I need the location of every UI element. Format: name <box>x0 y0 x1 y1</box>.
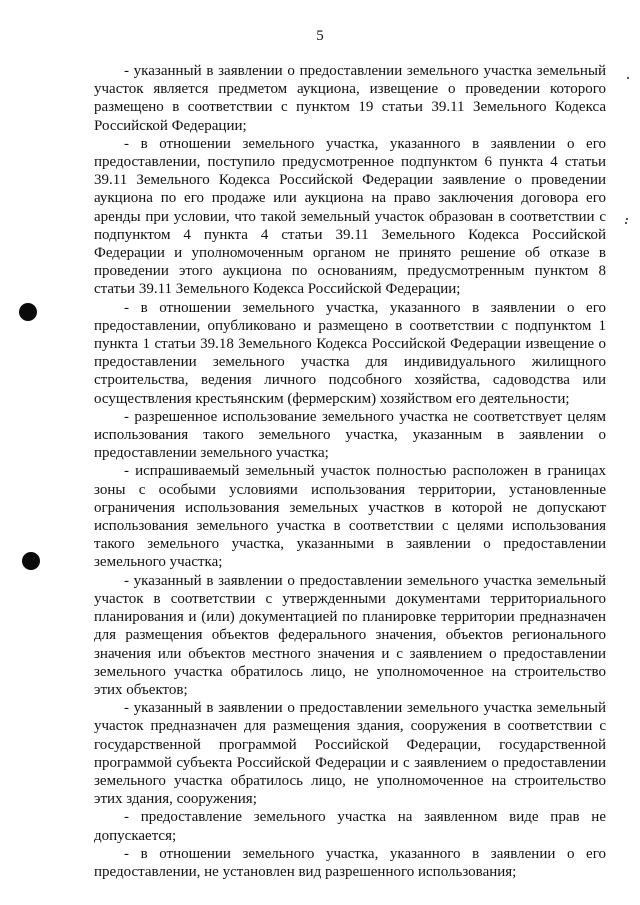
paragraph-rights-not-allowed: - предоставление земельного участка на заявленном виде прав не допускается; <box>94 809 606 844</box>
scan-speck <box>625 222 627 224</box>
punch-hole-top <box>19 303 37 321</box>
paragraph-auction-notice: - указанный в заявлении о предоставлении земельного участка земельный участок является предметом аукциона, извещение о проведении которого размещено в соответствии с пунктом 19 статьи 39.11 Земельного Кодекса Российской Федерации; <box>94 63 606 134</box>
paragraph-federal-objects: - указанный в заявлении о предоставлении земельного участка земельный участок в соответствии с утвержденными документами территориального планирования и (или) документацией по планировке территории предназначен для размещения объектов федерального значения, объектов регионального значения или объектов местного значения и с заявлением о предоставлении земельного участка обратилось лицо, не уполномоченное на строительство этих объектов; <box>94 572 606 698</box>
page-number: 5 <box>316 28 324 44</box>
document-body <box>94 62 606 881</box>
scan-speck <box>627 77 629 79</box>
paragraph-state-program: - указанный в заявлении о предоставлении земельного участка земельный участок предназначен для размещения здания, сооружения в соответствии с государственной программой Российской Федерации, государственной программой субъекта Российской Федерации и с заявлением о предоставлении земельного участка обратилось лицо, не уполномоченное на строительство этих здания, сооружения; <box>94 700 606 808</box>
paragraph-permitted-use-mismatch: - разрешенное использование земельного участка не соответствует целям использования такого земельного участка, указанным в заявлении о предоставлении земельного участка; <box>94 408 606 462</box>
punch-hole-bottom <box>22 552 40 570</box>
paragraph-published-notice: - в отношении земельного участка, указанного в заявлении о его предоставлении, опубликовано и размещено в соответствии с подпунктом 1 пункта 1 статьи 39.18 Земельного Кодекса Российской Федерации извещение о предоставлении земельного участка для индивидуального жилищного строительства, ведения личного подсобного хозяйства, садоводства или осуществления крестьянским (фермерским) хозяйством его деятельности; <box>94 299 606 407</box>
paragraph-no-permitted-use: - в отношении земельного участка, указанного в заявлении о его предоставлении, не установлен вид разрешенного использования; <box>94 845 606 880</box>
paragraph-special-zone: - испрашиваемый земельный участок полностью расположен в границах зоны с особыми условиями использования территории, установленные ограничения использования земельных участков в которой не допускают использования земельного участка в соответствии с целями использования такого земельного участка, указанными в заявлении о предоставлении земельного участка; <box>94 463 606 571</box>
paragraph-auction-application: - в отношении земельного участка, указанного в заявлении о его предоставлении, поступило предусмотренное подпунктом 6 пункта 4 статьи 39.11 Земельного Кодекса Российской Федерации заявление о проведении аукциона по его продаже или аукциона на право заключения договора его аренды при условии, что такой земельный участок образован в соответствии с подпунктом 4 пункта 4 статьи 39.11 Земельного Кодекса Российской Федерации и уполномоченным органом не принято решение об отказе в проведении этого аукциона по основаниям, предусмотренным пунктом 8 статьи 39.11 Земельного Кодекса Российской Федерации; <box>94 135 606 298</box>
scan-speck <box>626 218 628 220</box>
